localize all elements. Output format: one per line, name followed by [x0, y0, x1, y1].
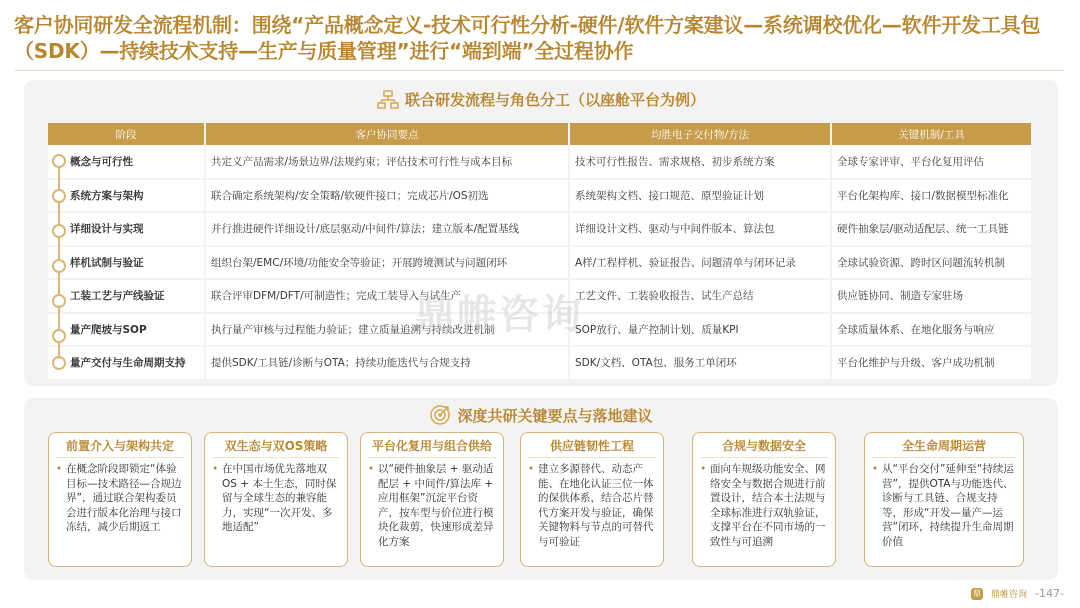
points-cell: 并行推进硬件详细设计/底层驱动/中间件/算法；建立版本/配置基线: [205, 212, 569, 246]
mechanism-cell: 供应链协同、制造专家驻场: [831, 279, 1032, 313]
section2-title: 深度共研关键要点与落地建议: [457, 406, 653, 425]
table-row: [48, 246, 1032, 280]
header-mechanism: 关键机制/工具: [831, 123, 1032, 145]
stage-cell: 概念与可行性: [48, 145, 205, 179]
card-body: • 在概念阶段即锁定“体验目标—技术路径—合规边界”，通过联合架构委员会进行版本化治理与接口冻结，减少后期返工: [56, 462, 184, 535]
points-cell: 执行量产审核与过程能力验证；建立质量追溯与持续改进机制: [205, 313, 569, 347]
page-title: 客户协同研发全流程机制：围绕“产品概念定义-技术可行性分析-硬件/软件方案建议—系统调校优化—软件开发工具包（SDK）—持续技术支持—生产与质量管理”进行“端到端”全过程协作: [14, 13, 1041, 63]
insight-card: [692, 432, 836, 567]
points-cell: 联合评审DFM/DFT/可制造性；完成工装导入与试生产: [205, 279, 569, 313]
timeline-dot: [52, 356, 66, 370]
stage-timeline: [50, 152, 70, 372]
deliverables-cell: 详细设计文档、驱动与中间件版本、算法包: [569, 212, 831, 246]
card-title: 合规与数据安全: [700, 437, 828, 458]
flowchart-icon: [377, 90, 399, 110]
deliverables-cell: 工艺文件、工装验收报告、试生产总结: [569, 279, 831, 313]
points-cell: 共定义产品需求/场景边界/法规约束；评估技术可行性与成本目标: [205, 145, 569, 179]
card-title: 双生态与双OS策略: [212, 437, 340, 458]
insight-card: [204, 432, 348, 567]
deliverables-cell: A样/工程样机、验证报告、问题清单与闭环记录: [569, 246, 831, 280]
stage-cell: 系统方案与架构: [48, 179, 205, 213]
mechanism-cell: 平台化架构库、接口/数据模型标准化: [831, 179, 1032, 213]
timeline-dot: [52, 224, 66, 238]
footer-brand: 鼎帷咨询: [991, 590, 1028, 600]
insight-card: [48, 432, 192, 567]
table-row: [48, 346, 1032, 380]
insight-card: [864, 432, 1024, 567]
brand-logo-icon: 鼎: [973, 588, 982, 598]
timeline-dot: [52, 259, 66, 273]
section1-heading: [24, 89, 1058, 110]
mechanism-cell: 硬件抽象层/驱动适配层、统一工具链: [831, 212, 1032, 246]
points-cell: 联合确定系统架构/安全策略/软硬件接口；完成芯片/OS初选: [205, 179, 569, 213]
deliverables-cell: 技术可行性报告、需求规格、初步系统方案: [569, 145, 831, 179]
header-points: 客户协同要点: [205, 123, 569, 145]
table-row: [48, 145, 1032, 179]
section1-title: 联合研发流程与角色分工（以座舱平台为例）: [404, 91, 705, 109]
target-icon: [429, 404, 451, 426]
insight-cards: [48, 432, 1038, 567]
mechanism-cell: 全球试验资源、跨时区问题流转机制: [831, 246, 1032, 280]
timeline-dot: [52, 329, 66, 343]
page-number: -147-: [1035, 587, 1064, 600]
header-deliverables: 均胜电子交付物/方法: [569, 123, 831, 145]
card-body: • 以“硬件抽象层 + 驱动适配层 + 中间件/算法库 + 应用框架”沉淀平台资产，按车型与价位进行模块化裁剪，快速形成差异化方案: [368, 462, 496, 549]
mechanism-cell: 全球质量体系、在地化服务与响应: [831, 313, 1032, 347]
insight-card: [360, 432, 504, 567]
card-body: • 在中国市场优先落地双OS + 本土生态，同时保留与全球生态的兼容能力，实现“一次开发、多地适配”: [212, 462, 340, 535]
deliverables-cell: 系统架构文档、接口规范、原型验证计划: [569, 179, 831, 213]
stage-cell: 量产爬坡与SOP: [48, 313, 205, 347]
insight-card: [520, 432, 664, 567]
table-header-row: [48, 123, 1032, 145]
stage-cell: 详细设计与实现: [48, 212, 205, 246]
deliverables-cell: SOP放行、量产控制计划、质量KPI: [569, 313, 831, 347]
card-title: 供应链韧性工程: [528, 437, 656, 458]
card-title: 全生命周期运营: [872, 437, 1016, 458]
table-row: [48, 212, 1032, 246]
deliverables-cell: SDK/文档、OTA包、服务工单闭环: [569, 346, 831, 380]
flow-table: [48, 123, 1033, 381]
mechanism-cell: 全球专家评审、平台化复用评估: [831, 145, 1032, 179]
mechanism-cell: 平台化维护与升级、客户成功机制: [831, 346, 1032, 380]
card-title: 平台化复用与组合供给: [368, 437, 496, 458]
footer: [971, 587, 1064, 600]
stage-cell: 样机试制与验证: [48, 246, 205, 280]
card-body: • 面向车规级功能安全、网络安全与数据合规进行前置设计，结合本土法规与全球标准进行双轨验证，支撑平台在不同市场的一致性与可追溯: [700, 462, 828, 549]
stage-cell: 量产交付与生命周期支持: [48, 346, 205, 380]
card-body: • 从“平台交付”延伸至“持续运营”，提供OTA与功能迭代、诊断与工具链、合规支持等，形成“开发—量产—运营”闭环，持续提升生命周期价值: [872, 462, 1016, 549]
stage-cell: 工装工艺与产线验证: [48, 279, 205, 313]
points-cell: 组织台架/EMC/环境/功能安全等验证；开展跨境测试与问题闭环: [205, 246, 569, 280]
timeline-dot: [52, 189, 66, 203]
table-row: [48, 179, 1032, 213]
timeline-dot: [52, 294, 66, 308]
timeline-dot: [52, 154, 66, 168]
card-body: • 建立多源替代、动态产能、在地化认证三位一体的保供体系，结合芯片替代方案开发与验证，确保关键物料与节点的可替代与可验证: [528, 462, 656, 549]
points-cell: 提供SDK/工具链/诊断与OTA；持续功能迭代与合规支持: [205, 346, 569, 380]
card-title: 前置介入与架构共定: [56, 437, 184, 458]
watermark: 鼎帷咨询: [415, 292, 583, 338]
section2-heading: [24, 404, 1058, 426]
header-stage: 阶段: [48, 123, 205, 145]
title-divider: [14, 70, 1064, 71]
